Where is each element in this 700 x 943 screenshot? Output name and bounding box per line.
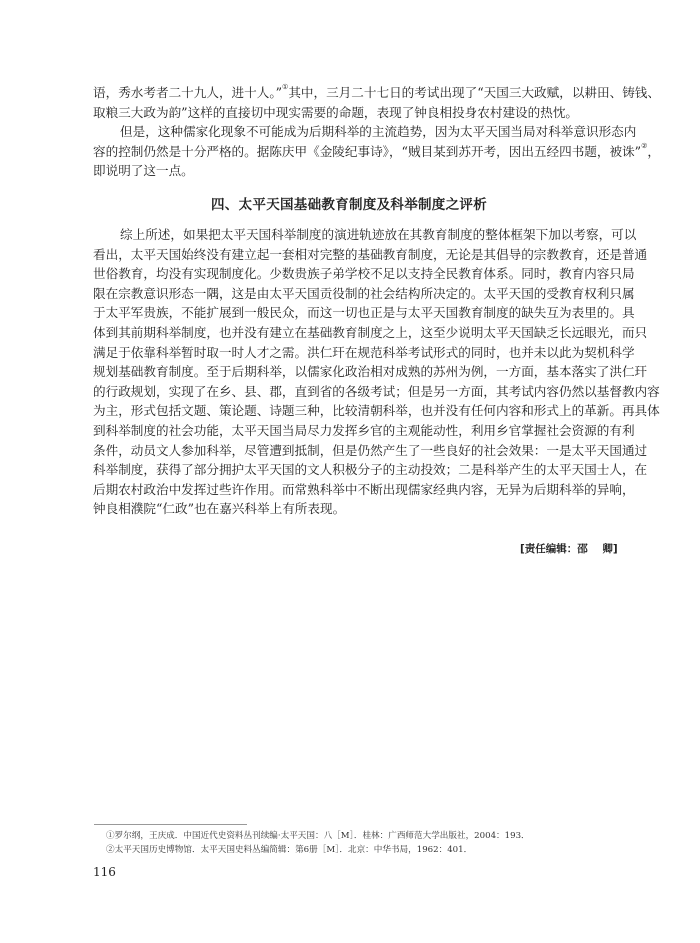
text-line: 规划基础教育制度。至于后期科举，以儒家化政治相对成熟的苏州为例，一方面，基本落实了洪仁玕 bbox=[93, 364, 648, 380]
text-line: 综上所述，如果把太平天国科举制度的演进轨迹放在其教育制度的整体框架下加以考察，可以 bbox=[120, 226, 637, 242]
text-line bbox=[93, 141, 660, 162]
text-line: 科举制度，获得了部分拥护太平天国的文人积极分子的主动投效；二是科举产生的太平天国士人，在 bbox=[93, 462, 648, 478]
text-line: 条件，动员文人参加科举，尽管遭到抵制，但是仍然产生了一些良好的社会效果：一是太平天国通过 bbox=[93, 442, 648, 458]
text-line: 但是，这种儒家化现象不可能成为后期科举的主流趋势，因为太平天国当局对科举意识形态内 bbox=[120, 124, 637, 140]
text-line: 即说明了这一点。 bbox=[93, 163, 194, 179]
text-line: 满足于依靠科举暂时取一时人才之需。洪仁玕在规范科举考试形式的同时，也并未以此为契机科学 bbox=[93, 344, 635, 360]
text-line: 到科举制度的社会功能，太平天国当局尽力发挥乡官的主观能动性，利用乡官掌握社会资源的有利 bbox=[93, 422, 635, 438]
text-line: 钟良相濮院“仁政”也在嘉兴科举上有所表现。 bbox=[93, 501, 346, 517]
text-line: 取粮三大政为韵”这样的直接切中现实需要的命题，表现了钟良相投身农村建设的热忱。 bbox=[93, 104, 579, 120]
article-body bbox=[93, 83, 660, 519]
text-line: 看出，太平天国始终没有建立起一套相对完整的基础教育制度，无论是其倡导的宗教教育，还是普通 bbox=[93, 246, 648, 262]
paragraph-2 bbox=[93, 122, 660, 181]
text-line bbox=[93, 83, 660, 103]
text-segment: 其中，三月二十七日的考试出现了“天国三大政赋，以耕田、铸钱、 bbox=[288, 85, 660, 100]
text-line: 世俗教育，均没有实现制度化。少数贵族子弟学校不足以支持全民教育体系。同时，教育内容只局 bbox=[93, 266, 635, 282]
text-line: 体到其前期科举制度，也并没有建立在基础教育制度之上，这至少说明太平天国缺乏长远眼光，而只 bbox=[93, 324, 648, 340]
footnote-divider bbox=[94, 824, 247, 825]
text-line: 后期农村政治中发挥过些许作用。而常熟科举中不断出现儒家经典内容，无异为后期科举的异响， bbox=[93, 481, 635, 497]
page-number: 116 bbox=[93, 865, 116, 879]
section-heading: 四、太平天国基础教育制度及科举制度之评析 bbox=[211, 196, 487, 213]
text-line: 于太平军贵族，不能扩展到一般民众，而这一切也正是与太平天国教育制度的缺失互为表里的。具 bbox=[93, 305, 635, 321]
text-line: 限在宗教意识形态一隅，这是由太平天国贡役制的社会结构所决定的。太平天国的受教育权利只属 bbox=[93, 285, 635, 301]
text-segment: 容的控制仍然是十分严格的。据陈庆甲《金陵纪事诗》，“贼目某到苏开考，因出五经四书题，被诛” bbox=[93, 143, 642, 159]
footnote-ref-1[interactable]: ① bbox=[282, 83, 289, 91]
text-line: 的行政规划，实现了在乡、县、郡，直到省的各级考试；但是另一方面，其考试内容仍然以基督教内容 bbox=[93, 383, 660, 399]
paragraph-continued bbox=[93, 83, 660, 122]
responsible-editor-note: [责任编辑：邵 卿] bbox=[520, 543, 618, 555]
text-segment: 语，秀水考者二十九人，进十人。” bbox=[93, 85, 283, 100]
text-segment: ， bbox=[647, 143, 660, 159]
footnotes bbox=[106, 829, 530, 857]
footnote-1: ①罗尔纲，王庆成．中国近代史资料丛刊续编·太平天国：八［M］．桂林：广西师范大学出版社，2004：193． bbox=[106, 831, 530, 841]
text-line: 为主，形式包括文题、策论题、诗题三种，比较清朝科举，也并没有任何内容和形式上的革新。再具体 bbox=[93, 403, 660, 419]
footnote-ref-2[interactable]: ② bbox=[641, 141, 648, 150]
paragraph-3 bbox=[93, 225, 660, 519]
footnote-2: ②太平天国历史博物馆．太平天国史料丛编简辑：第6册［M］．北京：中华书局，1962：401． bbox=[106, 845, 473, 855]
